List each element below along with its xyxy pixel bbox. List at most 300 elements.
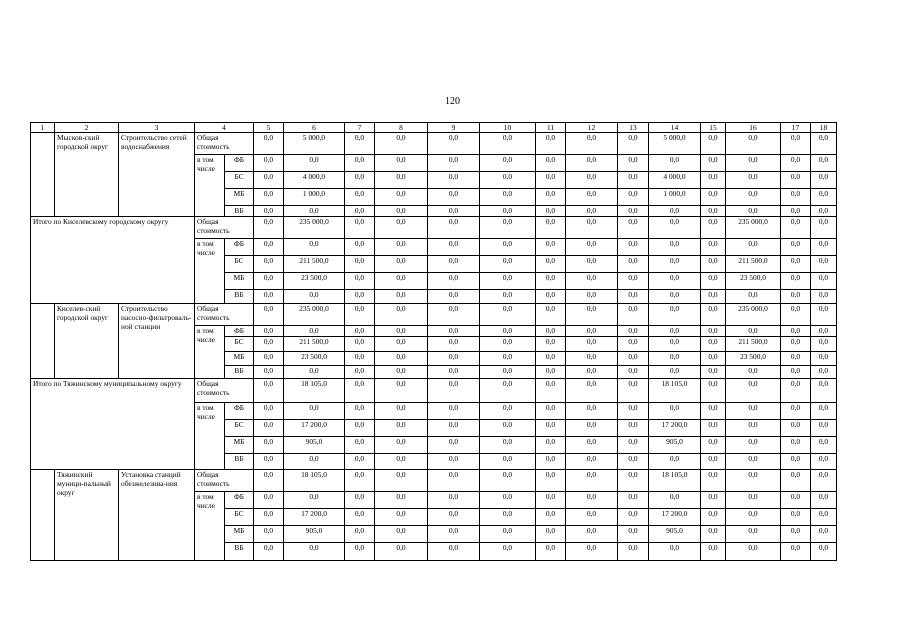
column-header: 17 [781,123,811,133]
value-cell: 0,0 [566,492,618,509]
value-cell: 0,0 [254,526,284,543]
value-cell: 0,0 [428,337,480,352]
value-cell: 0,0 [428,256,480,273]
district-cell: Тяжинский муници-пальный округ [55,470,119,561]
value-cell: 0,0 [480,337,536,352]
including-label: в том числе [195,326,225,379]
value-cell: 0,0 [726,509,781,526]
value-cell: 0,0 [781,256,811,273]
value-cell: 0,0 [566,206,618,217]
value-cell: 0,0 [566,290,618,304]
value-cell: 0,0 [701,133,726,155]
value-cell: 235 000,0 [726,217,781,239]
value-cell: 0,0 [811,379,837,403]
value-cell: 0,0 [375,239,428,256]
value-cell: 0,0 [566,189,618,206]
value-cell: 211 500,0 [284,337,345,352]
value-cell: 0,0 [566,133,618,155]
value-cell: 0,0 [428,454,480,470]
value-cell: 0,0 [811,155,837,172]
value-cell: 0,0 [811,239,837,256]
value-cell: 0,0 [701,379,726,403]
value-cell: 5 000,0 [649,133,701,155]
value-cell: 0,0 [254,352,284,366]
value-cell: 0,0 [375,470,428,492]
value-cell: 0,0 [254,256,284,273]
value-cell: 0,0 [536,155,566,172]
value-cell: 0,0 [811,420,837,437]
value-cell: 0,0 [811,133,837,155]
value-cell: 905,0 [284,526,345,543]
value-cell: 0,0 [566,352,618,366]
value-cell: 0,0 [726,366,781,379]
value-cell: 0,0 [811,526,837,543]
value-cell: 0,0 [536,326,566,337]
value-cell: 0,0 [480,379,536,403]
value-cell: 0,0 [781,420,811,437]
value-cell: 0,0 [649,273,701,290]
value-cell: 905,0 [649,526,701,543]
value-cell: 0,0 [701,337,726,352]
value-cell: 0,0 [345,420,375,437]
value-cell: 0,0 [254,155,284,172]
value-cell: 0,0 [618,239,649,256]
value-cell: 0,0 [480,509,536,526]
source-label: ФБ [225,492,254,509]
object-cell: Строительство насосно-фильтроваль-ной станции [119,304,195,379]
value-cell: 0,0 [566,526,618,543]
value-cell: 0,0 [480,133,536,155]
value-cell: 0,0 [428,326,480,337]
value-cell: 0,0 [480,326,536,337]
value-cell: 0,0 [726,133,781,155]
column-header: 4 [195,123,254,133]
table-row [31,379,837,403]
value-cell: 23 500,0 [284,352,345,366]
value-cell: 0,0 [701,273,726,290]
source-label: МБ [225,352,254,366]
value-cell: 0,0 [428,189,480,206]
value-cell: 0,0 [536,492,566,509]
value-cell: 0,0 [345,337,375,352]
value-cell: 0,0 [428,155,480,172]
table-row [31,217,837,239]
source-label: ФБ [225,155,254,172]
value-cell: 0,0 [649,304,701,326]
value-cell: 0,0 [536,133,566,155]
value-cell: 0,0 [375,155,428,172]
value-cell: 0,0 [618,437,649,454]
total-cost-label: Общая стоимость [195,379,254,403]
total-label: Итого по Тяжинскому муниципальному округу [31,379,195,470]
value-cell: 0,0 [701,239,726,256]
value-cell: 4 000,0 [284,172,345,189]
value-cell: 0,0 [254,290,284,304]
value-cell: 0,0 [701,420,726,437]
value-cell: 0,0 [375,492,428,509]
value-cell: 0,0 [618,256,649,273]
value-cell: 0,0 [375,172,428,189]
value-cell: 0,0 [480,217,536,239]
value-cell: 0,0 [701,206,726,217]
source-label: БС [225,172,254,189]
value-cell: 0,0 [428,304,480,326]
value-cell: 0,0 [566,273,618,290]
value-cell: 0,0 [345,437,375,454]
value-cell: 0,0 [701,172,726,189]
value-cell: 0,0 [480,155,536,172]
value-cell: 0,0 [345,217,375,239]
value-cell: 0,0 [649,290,701,304]
value-cell: 0,0 [701,454,726,470]
value-cell: 0,0 [781,403,811,420]
value-cell: 0,0 [375,403,428,420]
value-cell: 0,0 [781,239,811,256]
value-cell: 17 200,0 [649,420,701,437]
district-cell: Мысков-ский городской округ [55,133,119,217]
value-cell: 0,0 [701,326,726,337]
value-cell: 0,0 [375,454,428,470]
value-cell: 0,0 [345,189,375,206]
value-cell: 0,0 [649,352,701,366]
value-cell: 0,0 [536,290,566,304]
value-cell: 0,0 [781,206,811,217]
source-label: МБ [225,189,254,206]
value-cell: 0,0 [566,155,618,172]
value-cell: 905,0 [284,437,345,454]
value-cell: 0,0 [649,543,701,561]
value-cell: 0,0 [480,492,536,509]
row-number-cell [31,133,55,217]
value-cell: 0,0 [254,403,284,420]
value-cell: 0,0 [811,337,837,352]
value-cell: 0,0 [781,543,811,561]
value-cell: 0,0 [536,304,566,326]
value-cell: 0,0 [536,454,566,470]
budget-table [30,122,837,561]
value-cell: 0,0 [536,172,566,189]
value-cell: 5 000,0 [284,133,345,155]
value-cell: 0,0 [254,304,284,326]
value-cell: 0,0 [345,273,375,290]
value-cell: 0,0 [566,543,618,561]
source-label: ВБ [225,206,254,217]
value-cell: 0,0 [726,492,781,509]
value-cell: 0,0 [428,352,480,366]
value-cell: 0,0 [649,366,701,379]
value-cell: 0,0 [536,379,566,403]
value-cell: 0,0 [811,543,837,561]
value-cell: 0,0 [649,206,701,217]
value-cell: 0,0 [375,290,428,304]
value-cell: 0,0 [726,403,781,420]
value-cell: 0,0 [480,206,536,217]
value-cell: 4 000,0 [649,172,701,189]
column-header: 5 [254,123,284,133]
value-cell: 0,0 [480,290,536,304]
value-cell: 0,0 [811,470,837,492]
district-cell: Киселев-ский городской округ [55,304,119,379]
column-header: 16 [726,123,781,133]
value-cell: 0,0 [480,437,536,454]
value-cell: 0,0 [254,239,284,256]
value-cell: 0,0 [345,304,375,326]
value-cell: 0,0 [284,403,345,420]
value-cell: 0,0 [254,326,284,337]
source-label: ФБ [225,326,254,337]
value-cell: 0,0 [284,492,345,509]
value-cell: 0,0 [726,290,781,304]
value-cell: 0,0 [781,172,811,189]
value-cell: 0,0 [811,437,837,454]
value-cell: 0,0 [428,470,480,492]
value-cell: 0,0 [618,337,649,352]
table-row [31,304,837,326]
value-cell: 905,0 [649,437,701,454]
value-cell: 18 105,0 [649,379,701,403]
value-cell: 0,0 [536,543,566,561]
value-cell: 0,0 [480,403,536,420]
value-cell: 0,0 [345,206,375,217]
value-cell: 0,0 [536,239,566,256]
value-cell: 0,0 [254,337,284,352]
value-cell: 0,0 [566,256,618,273]
value-cell: 0,0 [428,366,480,379]
value-cell: 0,0 [811,304,837,326]
value-cell: 0,0 [781,352,811,366]
value-cell: 0,0 [254,379,284,403]
value-cell: 0,0 [701,492,726,509]
value-cell: 0,0 [781,304,811,326]
value-cell: 0,0 [375,304,428,326]
value-cell: 0,0 [428,290,480,304]
value-cell: 0,0 [618,543,649,561]
source-label: ФБ [225,403,254,420]
value-cell: 0,0 [480,526,536,543]
column-header: 7 [345,123,375,133]
value-cell: 0,0 [726,437,781,454]
value-cell: 18 105,0 [284,470,345,492]
value-cell: 0,0 [811,273,837,290]
value-cell: 1 000,0 [284,189,345,206]
value-cell: 0,0 [618,290,649,304]
value-cell: 0,0 [781,326,811,337]
value-cell: 0,0 [726,155,781,172]
source-label: МБ [225,273,254,290]
value-cell: 0,0 [375,379,428,403]
value-cell: 0,0 [345,379,375,403]
value-cell: 0,0 [811,172,837,189]
value-cell: 0,0 [428,379,480,403]
value-cell: 0,0 [781,133,811,155]
source-label: БС [225,256,254,273]
value-cell: 0,0 [536,366,566,379]
value-cell: 0,0 [701,290,726,304]
value-cell: 0,0 [345,290,375,304]
source-label: ВБ [225,543,254,561]
value-cell: 0,0 [618,509,649,526]
value-cell: 0,0 [345,155,375,172]
value-cell: 0,0 [345,526,375,543]
value-cell: 0,0 [618,492,649,509]
value-cell: 0,0 [428,273,480,290]
value-cell: 211 500,0 [726,256,781,273]
value-cell: 0,0 [254,217,284,239]
value-cell: 0,0 [254,509,284,526]
value-cell: 0,0 [428,543,480,561]
column-header: 12 [566,123,618,133]
value-cell: 0,0 [345,326,375,337]
value-cell: 0,0 [618,304,649,326]
value-cell: 1 000,0 [649,189,701,206]
value-cell: 0,0 [701,352,726,366]
value-cell: 0,0 [566,470,618,492]
value-cell: 0,0 [781,366,811,379]
column-header: 6 [284,123,345,133]
value-cell: 0,0 [254,470,284,492]
value-cell: 0,0 [480,470,536,492]
value-cell: 235 000,0 [284,304,345,326]
value-cell: 0,0 [726,172,781,189]
including-label: в том числе [195,239,225,304]
value-cell: 0,0 [375,217,428,239]
total-label: Итого по Киселевскому городскому округу [31,217,195,304]
value-cell: 0,0 [566,172,618,189]
value-cell: 0,0 [536,526,566,543]
value-cell: 0,0 [781,492,811,509]
value-cell: 0,0 [618,217,649,239]
source-label: БС [225,509,254,526]
value-cell: 0,0 [428,492,480,509]
value-cell: 23 500,0 [726,352,781,366]
value-cell: 0,0 [701,217,726,239]
value-cell: 0,0 [345,352,375,366]
value-cell: 0,0 [254,492,284,509]
row-number-cell [31,470,55,561]
value-cell: 0,0 [781,526,811,543]
value-cell: 0,0 [536,509,566,526]
table-row [31,133,837,155]
value-cell: 0,0 [254,189,284,206]
value-cell: 0,0 [566,326,618,337]
value-cell: 23 500,0 [284,273,345,290]
value-cell: 0,0 [649,492,701,509]
value-cell: 0,0 [781,470,811,492]
value-cell: 0,0 [566,239,618,256]
value-cell: 0,0 [649,256,701,273]
value-cell: 17 200,0 [284,509,345,526]
value-cell: 0,0 [375,337,428,352]
total-cost-label: Общая стоимость [195,304,254,326]
value-cell: 0,0 [811,403,837,420]
value-cell: 0,0 [566,379,618,403]
value-cell: 0,0 [618,172,649,189]
value-cell: 0,0 [375,543,428,561]
value-cell: 0,0 [345,133,375,155]
value-cell: 0,0 [701,403,726,420]
value-cell: 0,0 [726,326,781,337]
value-cell: 0,0 [726,379,781,403]
value-cell: 18 105,0 [649,470,701,492]
value-cell: 0,0 [480,304,536,326]
including-label: в том числе [195,403,225,470]
value-cell: 0,0 [701,437,726,454]
value-cell: 0,0 [254,206,284,217]
value-cell: 18 105,0 [284,379,345,403]
value-cell: 0,0 [345,256,375,273]
value-cell: 0,0 [480,366,536,379]
value-cell: 0,0 [428,206,480,217]
value-cell: 0,0 [254,543,284,561]
value-cell: 0,0 [811,217,837,239]
value-cell: 0,0 [345,509,375,526]
value-cell: 0,0 [536,189,566,206]
column-header: 18 [811,123,837,133]
value-cell: 0,0 [375,256,428,273]
value-cell: 0,0 [781,290,811,304]
value-cell: 23 500,0 [726,273,781,290]
value-cell: 0,0 [811,509,837,526]
value-cell: 0,0 [811,290,837,304]
value-cell: 0,0 [375,420,428,437]
value-cell: 0,0 [701,543,726,561]
value-cell: 0,0 [284,155,345,172]
value-cell: 0,0 [649,337,701,352]
header-row [31,123,837,133]
value-cell: 0,0 [345,454,375,470]
value-cell: 0,0 [618,366,649,379]
value-cell: 0,0 [480,172,536,189]
value-cell: 0,0 [726,206,781,217]
value-cell: 0,0 [566,509,618,526]
value-cell: 0,0 [781,509,811,526]
value-cell: 0,0 [649,326,701,337]
value-cell: 0,0 [480,256,536,273]
value-cell: 0,0 [618,379,649,403]
including-label: в том числе [195,492,225,561]
value-cell: 0,0 [480,454,536,470]
source-label: МБ [225,526,254,543]
value-cell: 0,0 [480,352,536,366]
value-cell: 0,0 [284,239,345,256]
value-cell: 0,0 [649,454,701,470]
value-cell: 0,0 [254,420,284,437]
value-cell: 0,0 [701,256,726,273]
table-row [31,470,837,492]
value-cell: 0,0 [618,133,649,155]
value-cell: 0,0 [375,189,428,206]
value-cell: 0,0 [566,403,618,420]
value-cell: 0,0 [254,273,284,290]
value-cell: 0,0 [480,273,536,290]
column-header: 13 [618,123,649,133]
value-cell: 0,0 [375,526,428,543]
value-cell: 0,0 [375,273,428,290]
value-cell: 0,0 [726,526,781,543]
value-cell: 0,0 [618,326,649,337]
value-cell: 0,0 [701,509,726,526]
column-header: 14 [649,123,701,133]
value-cell: 0,0 [649,217,701,239]
value-cell: 0,0 [618,470,649,492]
value-cell: 0,0 [618,454,649,470]
value-cell: 0,0 [536,217,566,239]
value-cell: 17 200,0 [284,420,345,437]
value-cell: 0,0 [781,437,811,454]
value-cell: 0,0 [618,206,649,217]
value-cell: 0,0 [618,352,649,366]
value-cell: 0,0 [726,189,781,206]
